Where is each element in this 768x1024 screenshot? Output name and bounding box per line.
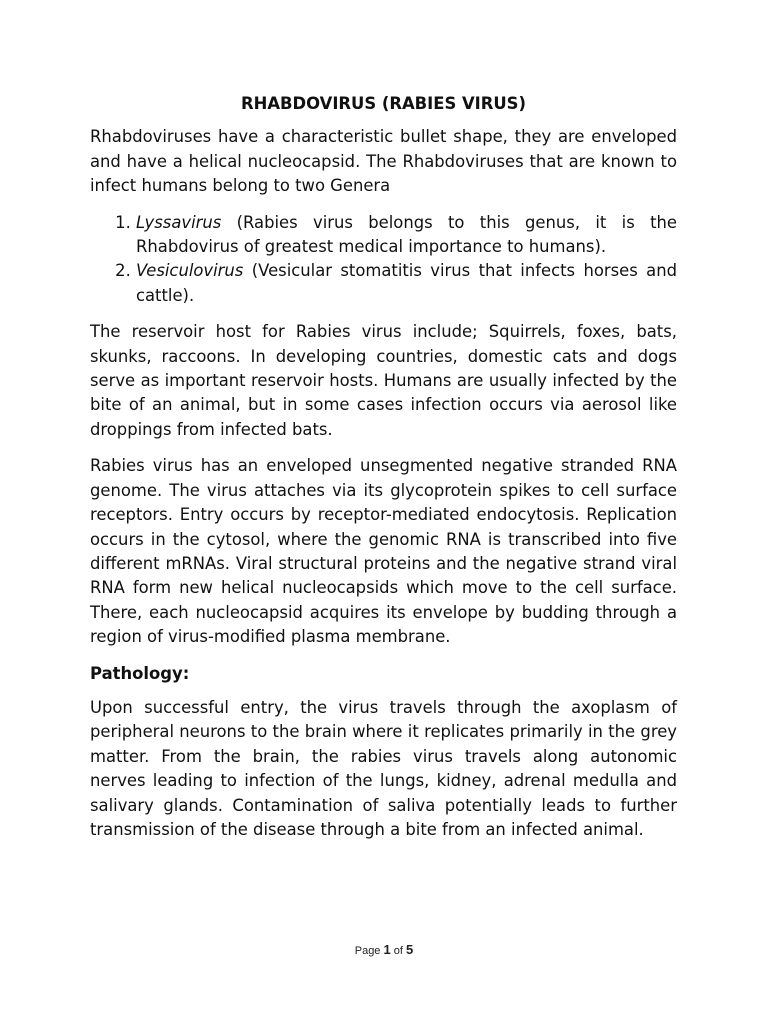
total-pages-number: 5 — [406, 942, 414, 957]
page-footer — [0, 942, 768, 957]
list-item — [136, 211, 677, 260]
document-title: RHABDOVIRUS (RABIES VIRUS) — [241, 94, 526, 113]
genus-description: (Rabies virus belongs to this genus, it is the Rhabdovirus of greatest medical importance to humans). — [136, 212, 677, 257]
replication-paragraph: Rabies virus has an enveloped unsegmented negative stranded RNA genome. The virus attaches via its glycoprotein spikes to cell surface receptors. Entry occurs by receptor-mediated endocytosis. Replication occurs in the cytosol, where the genomic RNA is transcribed into five different mRNAs. Viral structural proteins and the negative strand viral RNA form new helical nucleocapsids which move to the cell surface. There, each nucleocapsid acquires its envelope by budding through a region of virus-modified plasma membrane. — [90, 456, 677, 647]
of-label: of — [390, 945, 407, 957]
page-label: Page — [354, 945, 384, 957]
pathology-paragraph: Upon successful entry, the virus travels through the axoplasm of peripheral neurons to the brain where it replicates primarily in the grey matter. From the brain, the rabies virus travels along autonomic nerves leading to infection of the lungs, kidney, adrenal medulla and salivary glands. Contamination of saliva potentially leads to further transmission of the disease through a bite from an infected animal. — [90, 697, 677, 839]
intro-paragraph: Rhabdoviruses have a characteristic bullet shape, they are enveloped and have a helical nucleocapsid. The Rhabdoviruses that are known to infect humans belong to two Genera — [90, 127, 677, 196]
list-item — [136, 259, 677, 308]
genus-description: (Vesicular stomatitis virus that infects horses and cattle). — [136, 261, 677, 305]
current-page-number: 1 — [383, 942, 391, 957]
pathology-heading: Pathology: — [90, 663, 190, 683]
document-page — [90, 92, 677, 854]
reservoir-paragraph: The reservoir host for Rabies virus include; Squirrels, foxes, bats, skunks, raccoons. In developing countries, domestic cats and dogs serve as important reservoir hosts. Humans are usually infected by the bite of an animal, but in some cases infection occurs via aerosol like droppings from infected bats. — [90, 322, 677, 439]
genus-name: Lyssavirus — [136, 212, 222, 232]
genus-name: Vesiculovirus — [136, 261, 244, 281]
genera-list — [90, 211, 677, 309]
